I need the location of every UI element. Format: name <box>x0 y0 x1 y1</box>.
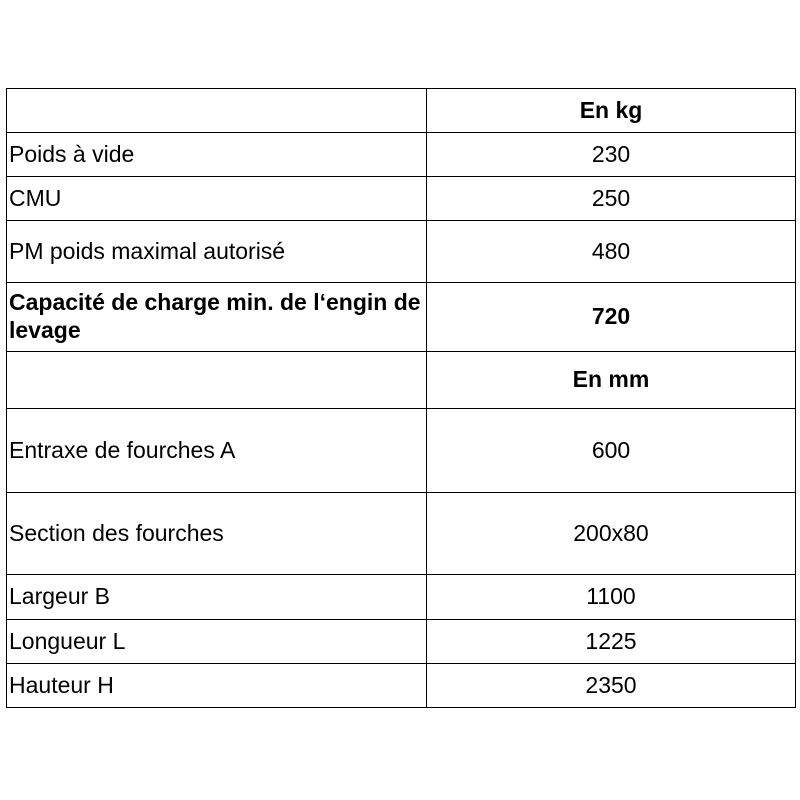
table-row <box>7 664 796 708</box>
unit-header-row-kg <box>7 89 796 133</box>
row-label-capacite-de-charge: Capacité de charge min. de l‘engin de levage <box>7 283 427 352</box>
table-row <box>7 575 796 620</box>
row-value-largeur: 1100 <box>427 575 796 620</box>
row-value-poids-a-vide: 230 <box>427 133 796 177</box>
row-value-capacite-de-charge: 720 <box>427 283 796 352</box>
empty-header-cell <box>7 352 427 409</box>
row-value-cmu: 250 <box>427 177 796 221</box>
row-label-section: Section des fourches <box>7 493 427 575</box>
row-label-poids-a-vide: Poids à vide <box>7 133 427 177</box>
table-row <box>7 133 796 177</box>
row-value-hauteur: 2350 <box>427 664 796 708</box>
table-row <box>7 221 796 283</box>
table-row <box>7 493 796 575</box>
row-label-largeur: Largeur B <box>7 575 427 620</box>
row-label-hauteur: Hauteur H <box>7 664 427 708</box>
row-label-cmu: CMU <box>7 177 427 221</box>
row-value-longueur: 1225 <box>427 620 796 664</box>
specifications-table <box>6 88 796 708</box>
table-row <box>7 283 796 352</box>
row-value-entraxe: 600 <box>427 409 796 493</box>
unit-header-row-mm <box>7 352 796 409</box>
empty-header-cell <box>7 89 427 133</box>
row-value-section: 200x80 <box>427 493 796 575</box>
row-label-poids-maximal: PM poids maximal autorisé <box>7 221 427 283</box>
table-row <box>7 620 796 664</box>
table-row <box>7 177 796 221</box>
row-value-poids-maximal: 480 <box>427 221 796 283</box>
row-label-longueur: Longueur L <box>7 620 427 664</box>
unit-header-kg: En kg <box>427 89 796 133</box>
table-row <box>7 409 796 493</box>
unit-header-mm: En mm <box>427 352 796 409</box>
row-label-entraxe: Entraxe de fourches A <box>7 409 427 493</box>
